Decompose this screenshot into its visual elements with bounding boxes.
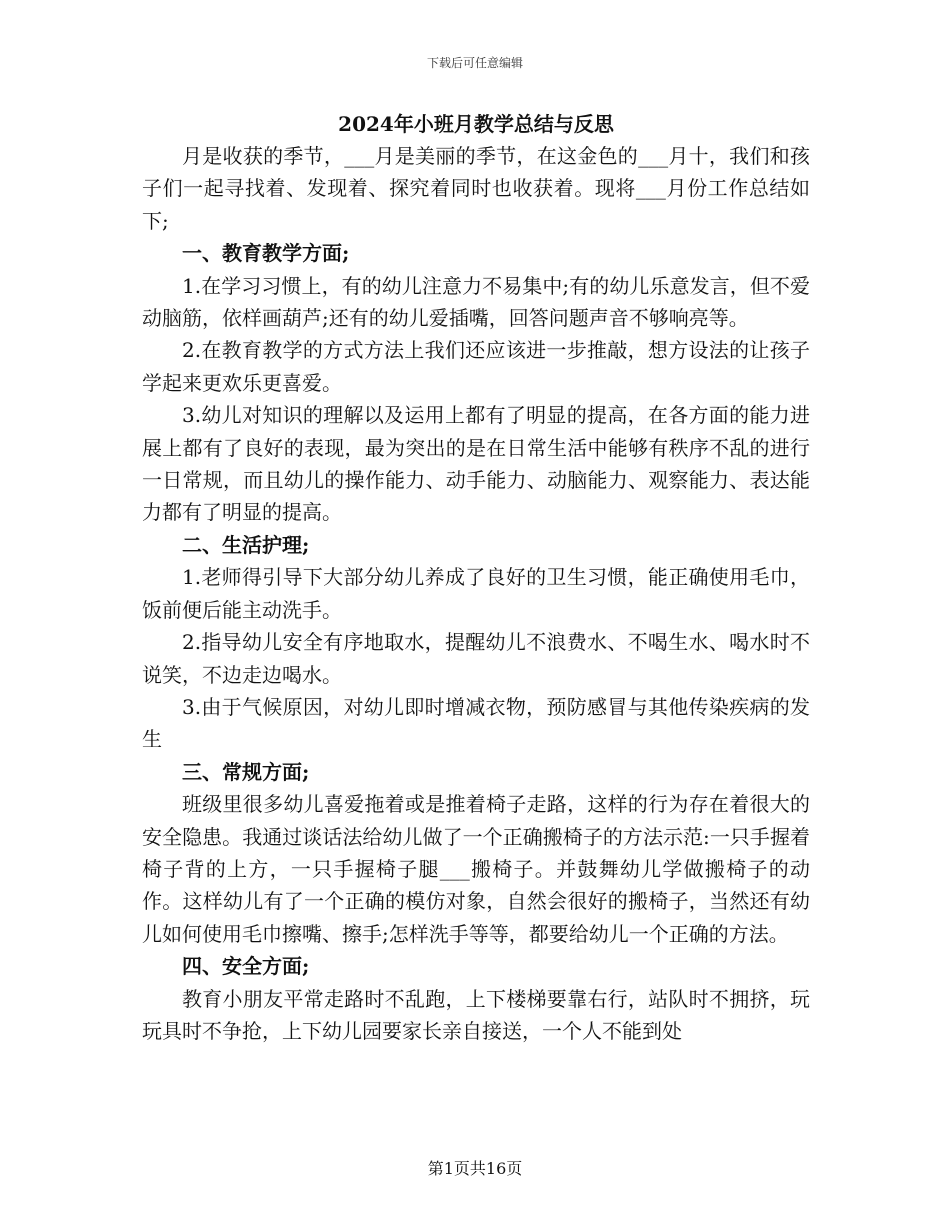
paragraph: 班级里很多幼儿喜爱拖着或是推着椅子走路，这样的行为存在着很大的安全隐患。我通过谈话法给幼儿做了一个正确搬椅子的方法示范:一只手握着椅子背的上方，一只手握椅子腿___搬椅子。并鼓舞幼儿学做搬椅子的动作。这样幼儿有了一个正确的模仿对象，自然会很好的搬椅子，当然还有幼儿如何使用毛巾擦嘴、擦手;怎样洗手等等，都要给幼儿一个正确的方法。 xyxy=(142,792,810,946)
download-note: 下载后可任意编辑 xyxy=(426,56,523,70)
section-heading-routine: 三、常规方面; xyxy=(182,759,310,784)
section-heading-safety: 四、安全方面; xyxy=(182,954,310,979)
paragraph: 1.在学习习惯上，有的幼儿注意力不易集中;有的幼儿乐意发言，但不爱动脑筋，依样画葫芦;还有的幼儿爱插嘴，回答问题声音不够响亮等。 xyxy=(142,273,810,331)
document-title: 2024年小班月教学总结与反思 xyxy=(338,112,614,136)
document-body xyxy=(142,108,810,1047)
paragraph: 3.幼儿对知识的理解以及运用上都有了明显的提高，在各方面的能力进展上都有了良好的表现，最为突出的是在日常生活中能够有秩序不乱的进行一日常规，而且幼儿的操作能力、动手能力、动脑能力、观察能力、表达能力都有了明显的提高。 xyxy=(142,403,810,525)
page-number: 第1页共16页 xyxy=(427,1159,523,1178)
section-heading-life-care: 二、生活护理; xyxy=(182,532,310,557)
paragraph: 2.指导幼儿安全有序地取水，提醒幼儿不浪费水、不喝生水、喝水时不说笑，不边走边喝水。 xyxy=(142,630,810,687)
paragraph: 3.由于气候原因，对幼儿即时增减衣物，预防感冒与其他传染疾病的发生 xyxy=(142,694,810,752)
intro-paragraph: 月是收获的季节，___月是美丽的季节，在这金色的___月十，我们和孩子们一起寻找着、发现着、探究着同时也收获着。现将___月份工作总结如下; xyxy=(142,144,810,233)
paragraph: 2.在教育教学的方式方法上我们还应该进一步推敲，想方设法的让孩子学起来更欢乐更喜爱。 xyxy=(142,338,810,395)
paragraph: 1.老师得引导下大部分幼儿养成了良好的卫生习惯，能正确使用毛巾，饭前便后能主动洗手。 xyxy=(142,565,810,622)
section-heading-education: 一、教育教学方面; xyxy=(182,241,350,266)
paragraph: 教育小朋友平常走路时不乱跑，上下楼梯要靠右行，站队时不拥挤，玩玩具时不争抢，上下幼儿园要家长亲自接送，一个人不能到处 xyxy=(142,986,810,1043)
